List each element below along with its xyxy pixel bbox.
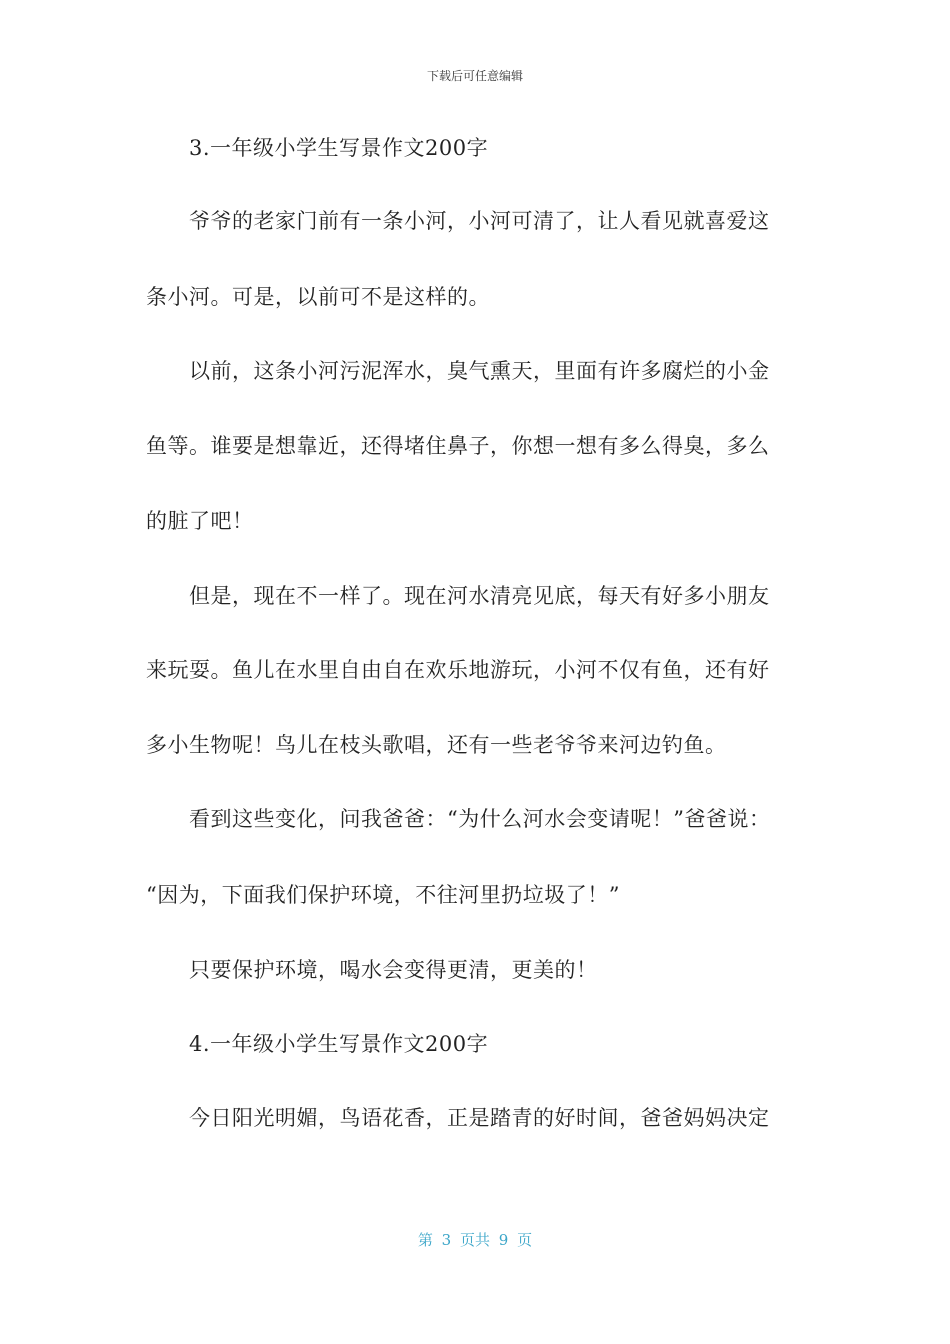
paragraph-line: 鱼等。谁要是想靠近，还得堵住鼻子，你想一想有多么得臭，多么 (146, 434, 770, 458)
paragraph-line: 多小生物呢！鸟儿在枝头歌唱，还有一些老爷爷来河边钓鱼。 (146, 733, 727, 757)
paragraph-line: 来玩耍。鱼儿在水里自由自在欢乐地游玩，小河不仅有鱼，还有好 (146, 658, 770, 682)
page-footer: 第 3 页共 9 页 (417, 1231, 533, 1249)
section-heading: 3.一年级小学生写景作文200字 (189, 136, 489, 160)
section-heading: 4.一年级小学生写景作文200字 (189, 1032, 489, 1056)
paragraph-line: 只要保护环境，喝水会变得更清，更美的！ (189, 958, 598, 982)
paragraph-line: 看到这些变化，问我爸爸：“为什么河水会变请呢！”爸爸说： (189, 807, 771, 831)
paragraph-line: “因为，下面我们保护环境，不往河里扔垃圾了！” (146, 883, 620, 907)
page-header: 下载后可任意编辑 (426, 69, 523, 83)
paragraph-line: 的脏了吧！ (146, 509, 254, 533)
paragraph-line: 今日阳光明媚，鸟语花香，正是踏青的好时间，爸爸妈妈决定 (189, 1106, 770, 1130)
paragraph-line: 条小河。可是，以前可不是这样的。 (146, 285, 490, 309)
paragraph-line: 爷爷的老家门前有一条小河，小河可清了，让人看见就喜爱这 (189, 209, 770, 233)
paragraph-line: 但是，现在不一样了。现在河水清亮见底，每天有好多小朋友 (189, 584, 770, 608)
paragraph-line: 以前，这条小河污泥浑水，臭气熏天，里面有许多腐烂的小金 (189, 359, 770, 383)
